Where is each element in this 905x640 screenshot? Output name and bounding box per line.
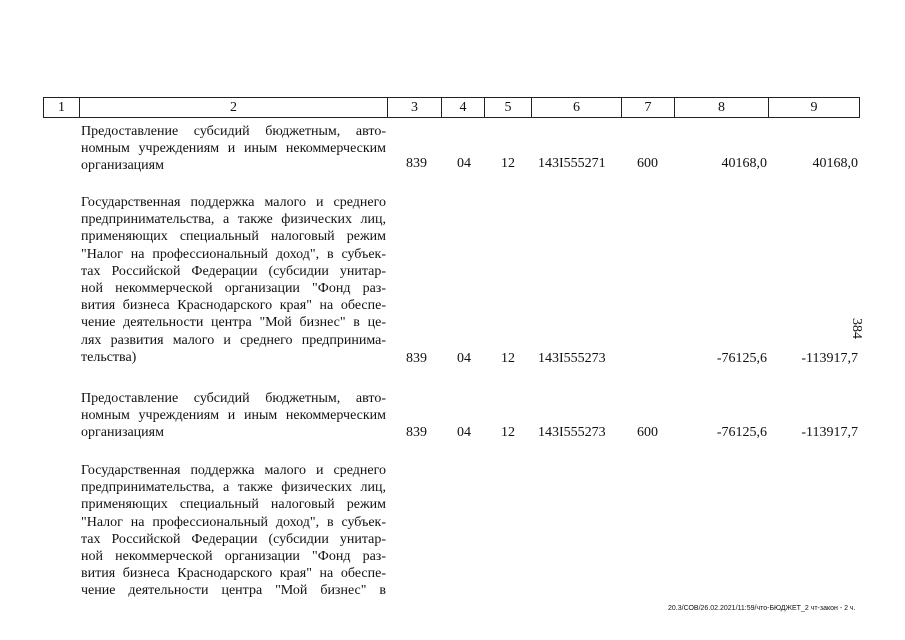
cell-rz: 04 [457, 351, 471, 366]
cell-pr: 12 [501, 351, 515, 366]
desc-line: Государственная поддержка малого и среднего [81, 195, 386, 210]
cell-gr: 839 [406, 351, 427, 366]
table-header [43, 97, 860, 118]
cell-vr: 600 [637, 156, 658, 171]
header-col-7: 7 [622, 98, 675, 117]
cell-pr: 12 [501, 156, 515, 171]
header-col-4: 4 [442, 98, 485, 117]
cell-sum-2: 40168,0 [812, 156, 858, 171]
desc-line: Предоставление субсидий бюджетным, авто- [81, 391, 386, 406]
cell-rz: 04 [457, 156, 471, 171]
desc-line: тах Российской Федерации (субсидии унитар- [81, 263, 386, 279]
page-number: 384 [849, 318, 864, 339]
cell-sum-2: -113917,7 [801, 425, 858, 440]
cell-pr: 12 [501, 425, 515, 440]
desc-line: ной некоммерческой организации "Фонд раз- [81, 549, 386, 565]
desc-line: организациям [81, 425, 164, 441]
desc-line: Государственная поддержка малого и среднего [81, 463, 386, 478]
desc-line: чение деятельности центра "Мой бизнес" в [81, 583, 386, 599]
desc-line: вития бизнеса Краснодарского края" на обеспе- [81, 566, 386, 582]
cell-vr: 600 [637, 425, 658, 440]
header-col-3: 3 [388, 98, 442, 117]
desc-line: номным учреждениям и иным некоммерческим [81, 408, 386, 424]
desc-line: применяющих специальный налоговый режим [81, 497, 386, 513]
desc-line: лях развития малого и среднего предпринима- [81, 332, 386, 348]
desc-line: ной некоммерческой организации "Фонд раз- [81, 281, 386, 297]
cell-gr: 839 [406, 425, 427, 440]
header-col-9: 9 [810, 99, 818, 115]
cell-sum-1: 40168,0 [721, 156, 767, 171]
cell-csr: 143I555273 [538, 425, 606, 440]
row-description [81, 390, 386, 442]
cell-sum-1: -76125,6 [716, 351, 767, 366]
desc-line: "Налог на профессиональный доход", в субъек- [81, 246, 386, 262]
cell-rz: 04 [457, 425, 471, 440]
header-col-6: 6 [532, 98, 622, 117]
cell-csr: 143I555273 [538, 351, 606, 366]
desc-line: тельства) [81, 349, 137, 365]
cell-gr: 839 [406, 156, 427, 171]
desc-line: организациям [81, 158, 164, 174]
desc-line: предпринимательства, а также физических лиц, [81, 480, 386, 496]
header-col-1: 1 [44, 98, 80, 117]
desc-line: чение деятельности центра "Мой бизнес" в це- [81, 315, 386, 331]
cell-sum-1: -76125,6 [716, 425, 767, 440]
desc-line: тах Российской Федерации (субсидии унитар- [81, 531, 386, 547]
desc-line: предпринимательства, а также физических лиц, [81, 212, 386, 228]
header-col-8: 8 [675, 98, 769, 117]
row-description [81, 194, 386, 366]
header-col-2: 2 [80, 98, 388, 117]
desc-line: "Налог на профессиональный доход", в субъек- [81, 514, 386, 530]
header-col-5: 5 [485, 98, 532, 117]
desc-line: номным учреждениям и иным некоммерческим [81, 141, 386, 157]
cell-csr: 143I555271 [538, 156, 606, 171]
row-description [81, 123, 386, 175]
desc-line: Предоставление субсидий бюджетным, авто- [81, 124, 386, 139]
document-footer: 20.3/СОВ/26.02.2021/11:59/что-БЮДЖЕТ_2 чт-закон - 2 ч. [668, 605, 856, 612]
row-description [81, 462, 386, 600]
desc-line: применяющих специальный налоговый режим [81, 229, 386, 245]
desc-line: вития бизнеса Краснодарского края" на обеспе- [81, 298, 386, 314]
cell-sum-2: -113917,7 [801, 351, 858, 366]
